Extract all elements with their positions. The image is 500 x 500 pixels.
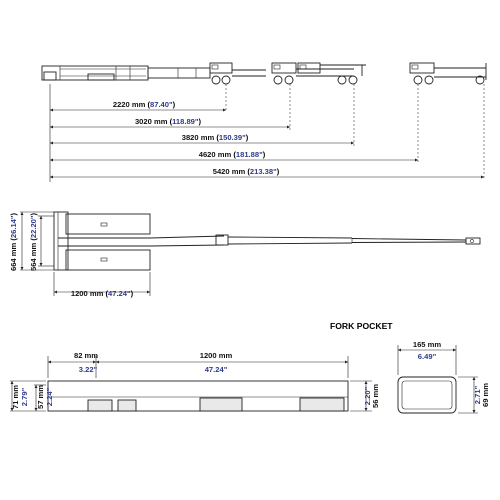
fork-pocket-title: FORK POCKET (330, 321, 393, 331)
total-height-inch: 2.79" (20, 387, 29, 407)
pocket-height-inch: 2.24" (45, 387, 54, 407)
side-view-boom (148, 63, 266, 84)
extension-head-1 (272, 63, 354, 84)
section-height-inch: 2.71" (473, 385, 482, 405)
side-height-mm: 56 mm (371, 383, 380, 409)
fork-offset-inch: 3.22" (78, 365, 98, 374)
fork-pocket-section (398, 340, 490, 413)
section-height-mm: 69 mm (481, 382, 490, 408)
top-view-boom (150, 235, 480, 246)
inner-width-label: 564 mm (22.20") (29, 212, 38, 272)
fork-length-inch: 47.24" (204, 365, 228, 374)
reach-label-3: 3820 mm (150.39") (181, 133, 249, 142)
outer-width-label: 664 mm (26.14") (9, 212, 18, 272)
reach-label-1: 2220 mm (87.40") (112, 100, 176, 109)
section-width-mm: 165 mm (412, 340, 442, 349)
pocket-slot (88, 400, 112, 411)
side-view-base-section (42, 66, 148, 80)
extension-head-2 (298, 63, 366, 84)
side-height-inch: 2.20" (363, 386, 372, 406)
side-view (42, 63, 486, 182)
pocket-height-mm: 57 mm (36, 384, 45, 410)
fork-elevation (10, 321, 393, 411)
top-length-label: 1200 mm (47.24") (70, 289, 134, 298)
fork-offset-mm: 82 mm (73, 351, 99, 360)
total-height-mm: 71 mm (11, 384, 20, 410)
reach-label-2: 3020 mm (118.89") (134, 117, 202, 126)
fork-length-mm: 1200 mm (199, 351, 233, 360)
top-view-frame (54, 212, 150, 270)
reach-label-5: 5420 mm (213.38") (212, 167, 280, 176)
hook-icon (212, 76, 220, 84)
extension-head-3 (410, 63, 486, 84)
reach-label-4: 4620 mm (181.88") (198, 150, 266, 159)
section-width-inch: 6.49" (417, 352, 437, 361)
top-view (9, 212, 480, 298)
